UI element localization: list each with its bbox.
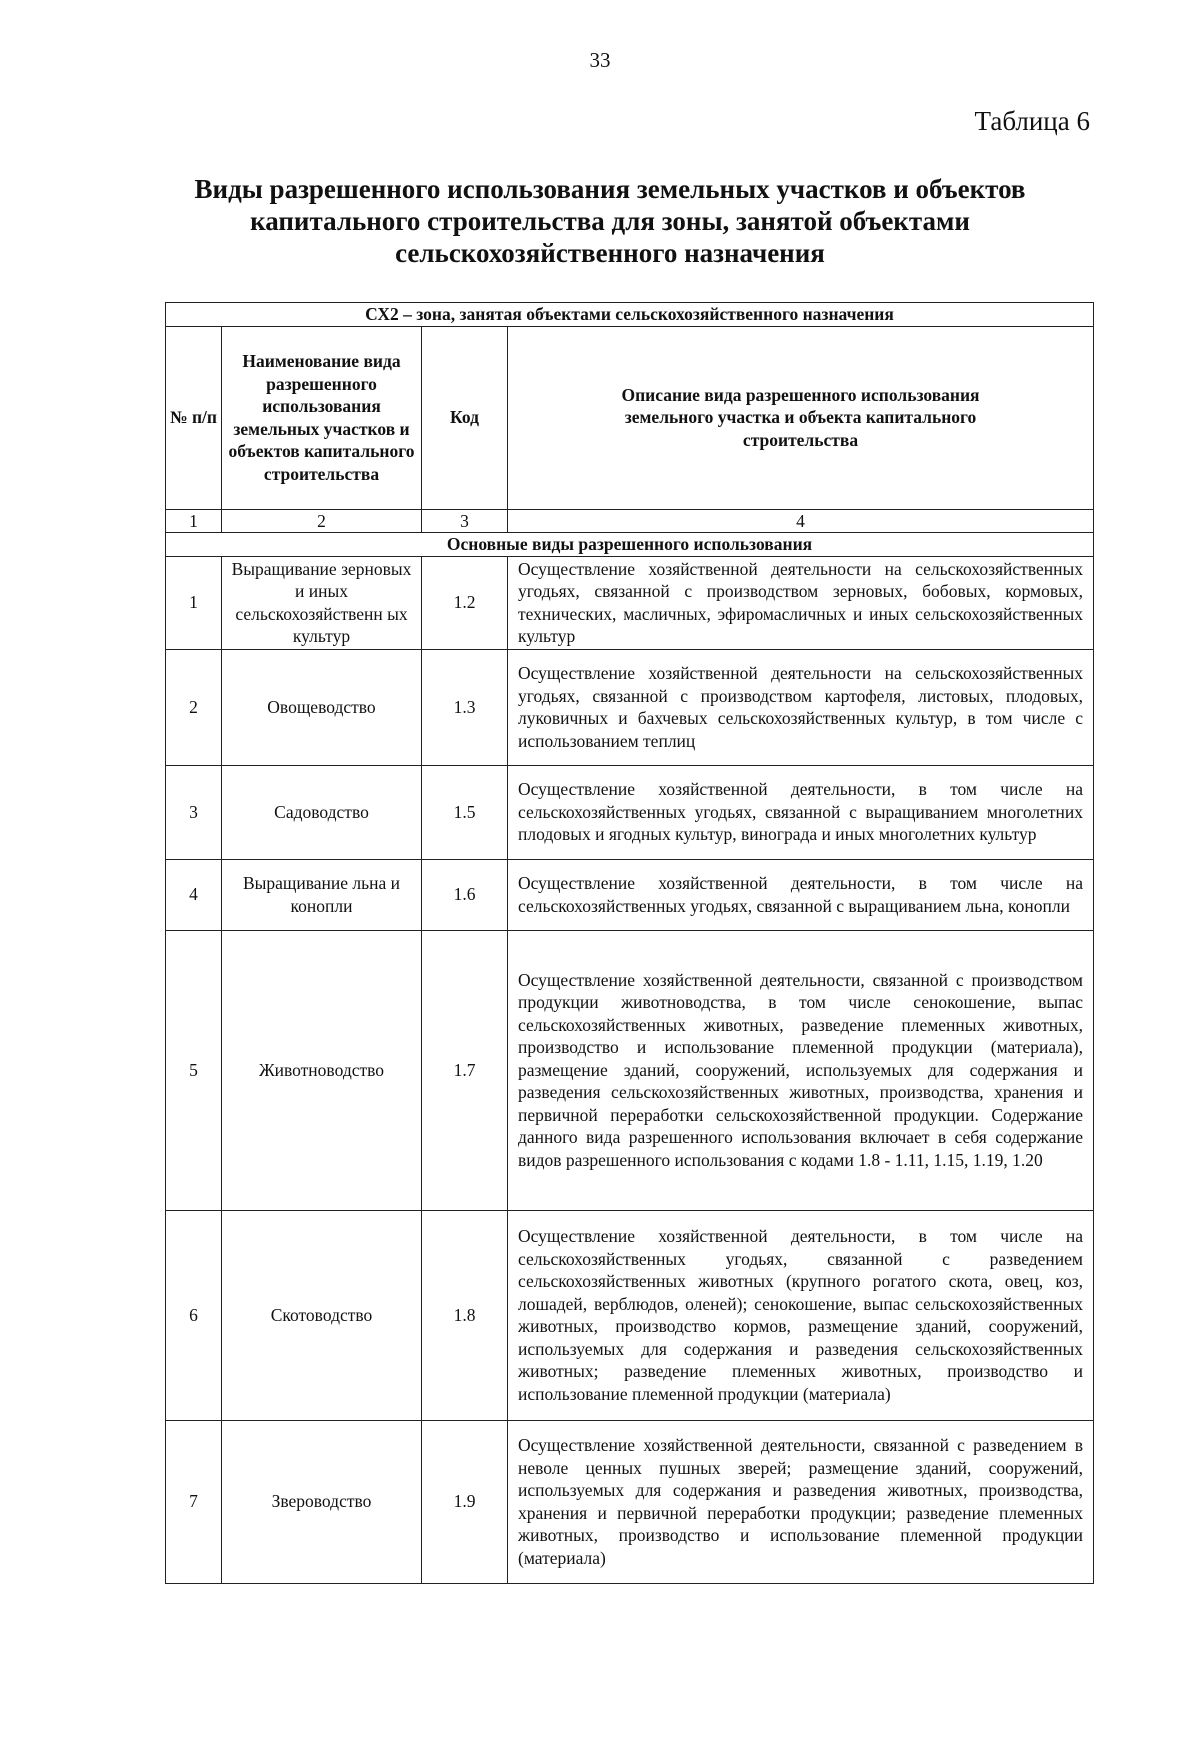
row-description: Осуществление хозяйственной деятельности на сельскохозяйственных угодьях, связанной с производством зерновых, бобовых, кормовых, технических, масличных, эфиромасличных и иных сельскохозяйственных культур <box>508 556 1094 649</box>
column-number-4: 4 <box>508 509 1094 533</box>
column-header-num: № п/п <box>166 326 222 509</box>
row-code: 1.3 <box>422 649 508 765</box>
row-code: 1.9 <box>422 1420 508 1583</box>
zone-header: СХ2 – зона, занятая объектами сельскохозяйственного назначения <box>166 303 1094 327</box>
column-header-code: Код <box>422 326 508 509</box>
row-name: Выращивание льна и конопли <box>222 859 422 930</box>
table-row <box>166 556 1094 649</box>
row-description: Осуществление хозяйственной деятельности на сельскохозяйственных угодьях, связанной с производством картофеля, листовых, плодовых, луковичных и бахчевых сельскохозяйственных культур, в том числе с использованием теплиц <box>508 649 1094 765</box>
row-number: 3 <box>166 765 222 859</box>
row-code: 1.6 <box>422 859 508 930</box>
table-row <box>166 930 1094 1210</box>
row-number: 7 <box>166 1420 222 1583</box>
column-header-name: Наименование вида разрешенного использования земельных участков и объектов капитального строительства <box>222 326 422 509</box>
column-number-3: 3 <box>422 509 508 533</box>
row-name: Скотоводство <box>222 1210 422 1420</box>
row-name: Животноводство <box>222 930 422 1210</box>
row-description: Осуществление хозяйственной деятельности, связанной с производством продукции животноводства, в том числе сенокошение, выпас сельскохозяйственных животных, разведение племенных животных, производство и использование племенной продукции (материала), размещение зданий, сооружений, используемых для содержания и разведения сельскохозяйственных животных, производства, хранения и первичной переработки сельскохозяйственной продукции. Содержание данного вида разрешенного использования включает в себя содержание видов разрешенного использования с кодами 1.8 - 1.11, 1.15, 1.19, 1.20 <box>508 930 1094 1210</box>
row-description: Осуществление хозяйственной деятельности, в том числе на сельскохозяйственных угодьях, связанной с выращиванием льна, конопли <box>508 859 1094 930</box>
table-row <box>166 765 1094 859</box>
row-description: Осуществление хозяйственной деятельности, связанной с разведением в неволе ценных пушных зверей; размещение зданий, сооружений, используемых для содержания и разведения животных, производства, хранения и первичной переработки продукции; разведение племенных животных, производство и использование племенной продукции (материала) <box>508 1420 1094 1583</box>
row-number: 2 <box>166 649 222 765</box>
table-label: Таблица 6 <box>974 106 1090 136</box>
row-code: 1.5 <box>422 765 508 859</box>
row-description: Осуществление хозяйственной деятельности, в том числе на сельскохозяйственных угодьях, связанной с выращиванием многолетних плодовых и ягодных культур, винограда и иных многолетних культур <box>508 765 1094 859</box>
land-use-table <box>165 302 1094 1584</box>
table-row <box>166 859 1094 930</box>
page-number: 33 <box>589 48 611 72</box>
row-number: 5 <box>166 930 222 1210</box>
row-name: Выращивание зерновых и иных сельскохозяйственн ых культур <box>222 556 422 649</box>
table-row <box>166 1420 1094 1583</box>
column-number-1: 1 <box>166 509 222 533</box>
row-name: Садоводство <box>222 765 422 859</box>
table-row <box>166 1210 1094 1420</box>
row-description: Осуществление хозяйственной деятельности, в том числе на сельскохозяйственных угодьях, связанной с разведением сельскохозяйственных животных (крупного рогатого скота, овец, коз, лошадей, верблюдов, оленей); сенокошение, выпас сельскохозяйственных животных, производство кормов, размещение зданий, сооружений, используемых для содержания и разведения сельскохозяйственных животных; разведение племенных животных, производство и использование племенной продукции (материала) <box>508 1210 1094 1420</box>
row-number: 6 <box>166 1210 222 1420</box>
section-header: Основные виды разрешенного использования <box>166 533 1094 557</box>
row-name: Звероводство <box>222 1420 422 1583</box>
table-row <box>166 649 1094 765</box>
row-number: 4 <box>166 859 222 930</box>
column-number-2: 2 <box>222 509 422 533</box>
row-code: 1.8 <box>422 1210 508 1420</box>
document-title: Виды разрешенного использования земельных участков и объектов капитального строительства для зоны, занятой объектами сельскохозяйственного назначения <box>194 174 1026 268</box>
row-name: Овощеводство <box>222 649 422 765</box>
column-header-description: Описание вида разрешенного использования земельного участка и объекта капитального строительства <box>508 326 1094 509</box>
row-code: 1.7 <box>422 930 508 1210</box>
row-number: 1 <box>166 556 222 649</box>
row-code: 1.2 <box>422 556 508 649</box>
